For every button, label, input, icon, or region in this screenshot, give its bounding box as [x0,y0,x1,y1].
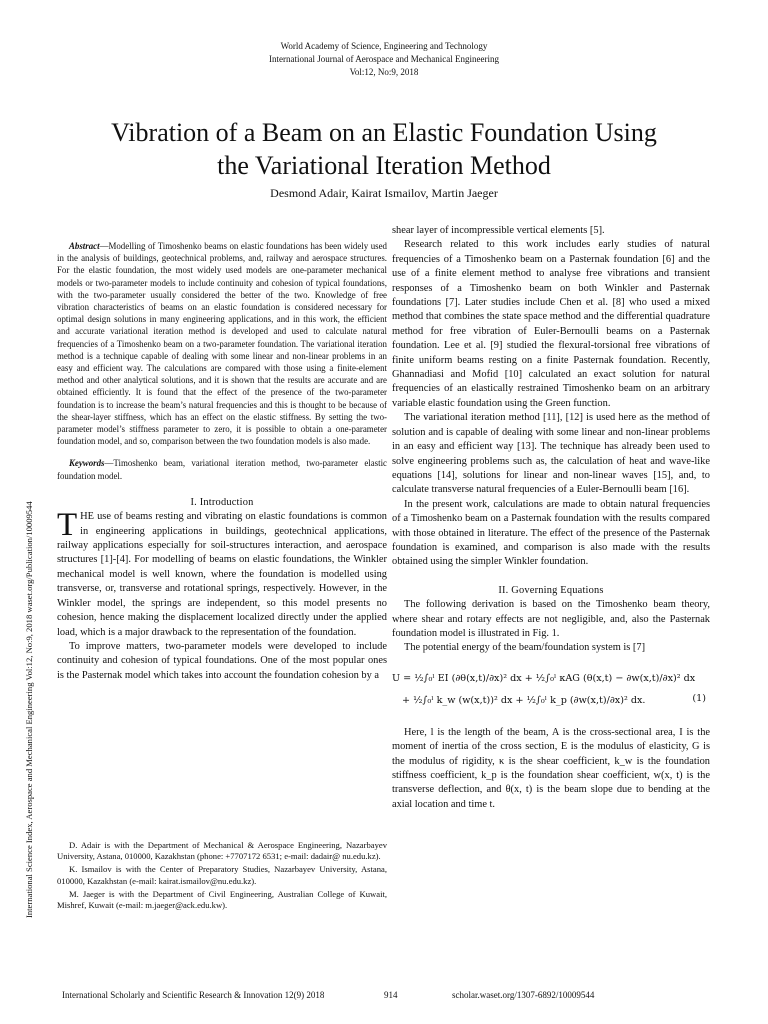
abstract-label: Abstract [69,241,100,251]
right-paragraph-6: Here, l is the length of the beam, A is the cross-sectional area, I is the moment of inertia of the cross section, E is the modulus of elasticity, G is the modulus of rigidity, κ is the shear coefficient, k_w is the foundation stiffness coefficient, k_p is the foundation shear coefficient, w(x, t) is the transverse deflection, and θ(x, t) is the beam slope due to bending at the axial location and time t. [392,726,710,810]
keywords: Keywords—Timoshenko beam, variational iteration method, two-parameter elastic foundation model. [57,458,387,481]
right-paragraph-3: In the present work, calculations are made to obtain natural frequencies of a Timoshenko beam on a Pasternak foundation with the results compared with those obtained in literature. The effect of the presence of the Pasternak foundation is examined, and comparison is also made with the results obtained using the simpler Winkler foundation. [392,498,710,568]
footnote-jaeger: M. Jaeger is with the Department of Civil Engineering, Australian College of Kuwait, Mishref, Kuwait (e-mail: m.jaeger@ack.edu.kw). [57,888,387,911]
title-line-1: Vibration of a Beam on an Elastic Foundation Using [111,118,657,147]
section-heading-introduction: I. Introduction [190,496,254,508]
side-index-text: International Science Index, Aerospace and Mechanical Engineering Vol:12, No:9, 2018 waset.org/Publication/10009544 [24,501,34,918]
right-column [392,224,710,812]
header-line-1: World Academy of Science, Engineering and Technology [280,41,488,51]
title-line-2: the Variational Iteration Method [217,151,551,180]
equation-line-2: + ½∫₀ˡ k_w (w(x,t))² dx + ½∫₀ˡ k_p (∂w(x,t)/∂x)² dx. [402,694,646,706]
author-list: Desmond Adair, Kairat Ismailov, Martin Jaeger [270,186,498,200]
footnote-adair: D. Adair is with the Department of Mechanical & Aerospace Engineering, Nazarbayev University, Astana, 010000, Kazakhstan (phone: +7707172 6531; e-mail: dadair@ nu.edu.kz). [57,840,387,862]
right-paragraph-5: The potential energy of the beam/foundation system is [7] [404,642,646,654]
header-line-3: Vol:12, No:9, 2018 [349,67,419,77]
section-heading-governing-equations: II. Governing Equations [498,584,604,596]
footer-url: scholar.waset.org/1307-6892/10009544 [452,990,595,1000]
right-paragraph-4: The following derivation is based on the Timoshenko beam theory, where shear and rotary effects are not negligible, and, also the Pasternak foundation model is illustrated in Fig. 1. [392,599,710,639]
footnotes [57,840,387,913]
intro-paragraph-2: To improve matters, two-parameter models were developed to include continuity and cohesion of typical foundations. One of the most popular ones is the Pasternak model which takes into account the foundation cohesion by a [57,640,387,681]
keywords-label: Keywords [69,458,105,469]
paper-title [40,116,728,182]
journal-header [0,40,768,79]
right-paragraph-2: The variational iteration method [11], [12] is used here as the method of solution and is capable of dealing with some linear and non-linear problems in an easy and efficient way [13]. The technique has already been used to solve engineering problems such as, the calculation of heat and wave-like equations [14], solutions for linear and non-linear waves [15], and, to calculate transverse natural frequencies of a Euler-Bernoulli beam [16]. [392,412,710,496]
abstract: Abstract—Modelling of Timoshenko beams on elastic foundations has been widely used in the analysis of buildings, geotechnical problems, and, railway and aerospace structures. For the elastic foundation, the most widely used models are one-parameter mechanical models or two-parameter models to include continuity and cohesion of typical foundations, with the two-parameter usually considered the better of the two. Knowledge of free vibration characteristics of beams on an elastic foundation is considered necessary for optimal design solutions in many engineering applications, and in this work, the efficient and accurate variational iteration method is developed and used to calculate natural frequencies of a Timoshenko beam on a two-parameter foundation. The variational iteration method is a technique capable of dealing with some linear and non-linear problems in an easy and efficient way. The calculations are compared with those using a finite-element method and other analytical solutions, and it is shown that the results are accurate and are obtained efficiently. It is found that the effect of the presence of the two-parameter foundation is to increase the beam’s natural frequencies and this is thought to be because of the shear-layer stiffness, which has an effect on the elastic stiffness. By setting the two-parameter model’s stiffness parameter to zero, it is possible to obtain a one-parameter foundation model, and so, comparison between the two foundation models is also made. [57,241,387,447]
intro-paragraph-1: THE use of beams resting and vibrating on elastic foundations is common in engineering applications in buildings, geotechnical applications, railway applications especially for soil-structures interaction, and aerospace structures [1]-[4]. For modelling of beams on elastic foundations, the Winkler mechanical model is well known, where the foundation is modelled using transverse, or, transverse and rotational springs, respectively. However, in the Winkler model, the springs are independent, so this model presents no cohesion, hence making the displacement localized directly under the applied load, which is a major drawback to the representation of the foundation. [57,507,387,638]
footnote-ismailov: K. Ismailov is with the Center of Preparatory Studies, Nazarbayev University, Astana, 010000, Kazakhstan (e-mail: kairat.ismailov@nu.edu.kz). [57,864,387,886]
footer-page-number: 914 [384,990,398,1000]
right-paragraph-1: Research related to this work includes early studies of natural frequencies of a Timoshenko beam on a Pasternak foundation [6] and the use of a finite element method to analyse free vibrations and transient responses of a Timoshenko beam on both Winkler and Pasternak foundations [7]. Later studies include Chen et al. [8] who used a mixed method that combines the state space method and the differential quadrature method for free vibration of Euler-Bernoulli beams on a Pasternak foundation. Lee et al. [9] studied the flexural-torsional free vibrations of finite uniform beams resting on a finite Pasternak foundation. Recently, Ghannadiasi and Mofid [10] calculated an exact solution for natural frequencies of an elastically restrained Timoshenko beam on an arbitrary variable elastic foundation using the Green function. [392,239,710,409]
drop-cap: T [57,507,78,544]
keywords-text: Timoshenko beam, variational iteration method, two-parameter elastic foundation model. [57,458,387,481]
abstract-text: Modelling of Timoshenko beams on elastic foundations has been widely used in the analysis of buildings, geotechnical problems, and, railway and aerospace structures. For the elastic foundation, the most widely used models are one-parameter mechanical models or two-parameter models to include continuity and cohesion of typical foundations, with the two-parameter usually considered the better of the two. Knowledge of free vibration characteristics of beams on an elastic foundation is considered necessary for optimal design solutions in many engineering applications, and in this work, the efficient and accurate variational iteration method is developed and used to calculate natural frequencies of a Timoshenko beam on a two-parameter foundation. The variational iteration method is a technique capable of dealing with some linear and non-linear problems in an easy and efficient way. The calculations are compared with those using a finite-element method and other analytical solutions, and it is shown that the results are accurate and are obtained efficiently. It is found that the effect of the presence of the two-parameter foundation is to increase the beam’s natural frequencies and this is thought to be because of the shear-layer stiffness, which has an effect on the elastic stiffness. By setting the two-parameter model’s stiffness parameter to zero, it is possible to obtain a one-parameter foundation model, and so, comparison between the two foundation models is also made. [57,241,387,447]
equation-line-1: U = ½∫₀ˡ EI (∂θ(x,t)/∂x)² dx + ½∫₀ˡ κAG (θ(x,t) − ∂w(x,t)/∂x)² dx [392,672,696,684]
equation-number: (1) [692,692,706,704]
header-line-2: International Journal of Aerospace and Mechanical Engineering [269,54,499,64]
equation-1 [392,668,710,712]
left-column [57,240,387,683]
footer-publisher: International Scholarly and Scientific Research & Innovation 12(9) 2018 [62,990,325,1000]
right-paragraph-0: shear layer of incompressible vertical elements [5]. [392,225,605,236]
